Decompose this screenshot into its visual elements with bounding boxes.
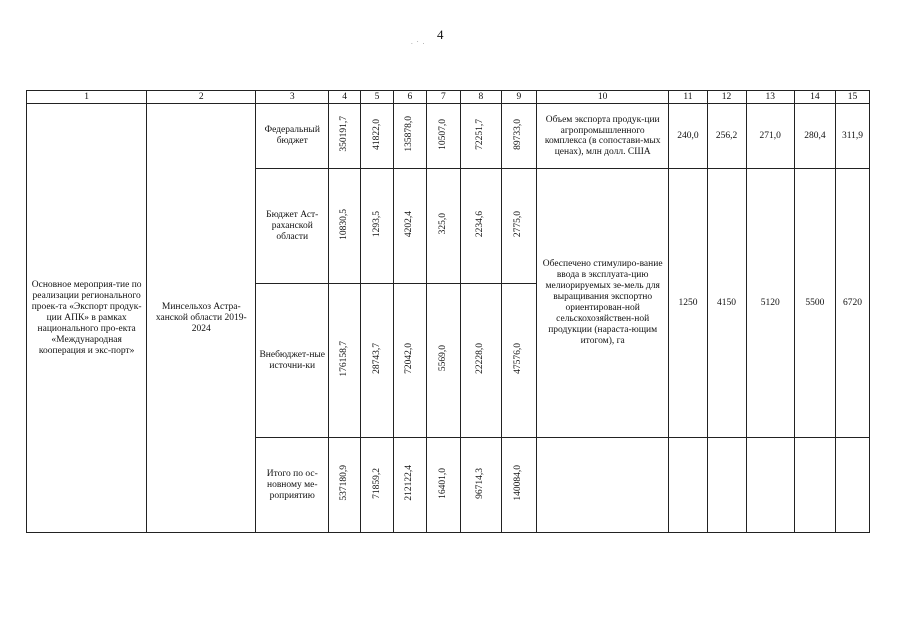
funding-source-cell: [256, 438, 329, 533]
funding-source: Итого по ос-новному ме-роприятию: [266, 468, 318, 501]
activity-cell: [27, 104, 147, 533]
indicator-value: 240,0: [669, 104, 707, 169]
indicator-value: 271,0: [746, 104, 794, 169]
table-row: [27, 104, 870, 169]
amount-cell: [460, 104, 501, 169]
indicator-text: Объем экспорта продук-ции агропромышленного комплекса (в сопостави-мых ценах), млн долл. США: [544, 115, 661, 157]
funding-source: Федеральный бюджет: [264, 125, 320, 146]
amount-cell: [460, 169, 501, 284]
funding-source-cell: [256, 284, 329, 438]
amount-value: 89733,0: [513, 118, 524, 150]
column-number-row: [27, 91, 870, 104]
amount-cell: [361, 438, 394, 533]
amount-cell: [393, 284, 426, 438]
column-number: 3: [256, 91, 329, 104]
amount-cell: [329, 284, 361, 438]
empty-cell: [794, 438, 835, 533]
amount-cell: [329, 104, 361, 169]
amount-cell: [501, 169, 536, 284]
column-number: 15: [835, 91, 869, 104]
page-number: 4: [437, 27, 444, 42]
amount-cell: [426, 104, 460, 169]
amount-value: 212122,4: [404, 465, 415, 501]
indicator-value: 4150: [707, 169, 746, 438]
amount-value: 28743,7: [371, 343, 382, 374]
executor-cell: [147, 104, 256, 533]
column-number: 6: [393, 91, 426, 104]
budget-table: [26, 90, 870, 533]
amount-cell: [393, 104, 426, 169]
amount-cell: [426, 169, 460, 284]
amount-value: 71859,2: [371, 467, 382, 499]
amount-value: 96714,3: [475, 467, 486, 499]
amount-value: 22228,0: [475, 343, 486, 374]
amount-cell: [501, 438, 536, 533]
amount-value: 5569,0: [437, 345, 448, 372]
amount-value: 2234,6: [475, 210, 486, 238]
column-number: 10: [536, 91, 669, 104]
column-number: 13: [746, 91, 794, 104]
indicator-value: 311,9: [835, 104, 869, 169]
column-number: 2: [147, 91, 256, 104]
amount-value: 135878,0: [404, 116, 415, 152]
indicator-cell: [536, 169, 669, 438]
column-number: 9: [501, 91, 536, 104]
amount-value: 176158,7: [339, 340, 350, 377]
column-number: 5: [361, 91, 394, 104]
column-number: 1: [27, 91, 147, 104]
amount-cell: [329, 438, 361, 533]
funding-source: Бюджет Аст-раханской области: [266, 209, 319, 242]
amount-cell: [426, 284, 460, 438]
indicator-value: 5500: [794, 169, 835, 438]
amount-value: 537180,9: [339, 465, 350, 501]
amount-cell: [361, 104, 394, 169]
amount-value: 10507,0: [437, 118, 448, 150]
amount-cell: [329, 169, 361, 284]
funding-source: Внебюджет-ные источни-ки: [259, 349, 326, 371]
amount-cell: [460, 284, 501, 438]
indicator-value: 6720: [835, 169, 869, 438]
indicator-value: 5120: [746, 169, 794, 438]
column-number: 14: [794, 91, 835, 104]
amount-value: 140084,0: [513, 465, 524, 501]
indicator-value: 1250: [669, 169, 707, 438]
amount-value: 1293,5: [371, 210, 382, 238]
amount-value: 47576,0: [513, 343, 524, 374]
amount-value: 10830,5: [339, 208, 350, 240]
amount-value: 4202,4: [404, 210, 415, 238]
amount-value: 72251,7: [475, 118, 486, 150]
funding-source-cell: [256, 169, 329, 284]
amount-value: 72042,0: [404, 343, 415, 374]
funding-source-cell: [256, 104, 329, 169]
empty-cell: [669, 438, 707, 533]
amount-cell: [501, 284, 536, 438]
indicator-text: Обеспечено стимулиро-вание ввода в эксплуата-цию мелиорируемых зе-мель для выращивания экспортно ориентирован-ной сельскохозяйствен-ной продукции (нараста-ющим итогом), га: [542, 259, 663, 346]
empty-cell: [536, 438, 669, 533]
amount-cell: [501, 104, 536, 169]
amount-cell: [361, 169, 394, 284]
indicator-cell: [536, 104, 669, 169]
amount-value: 41822,0: [371, 118, 382, 150]
amount-value: 325,0: [437, 213, 448, 235]
column-number: 11: [669, 91, 707, 104]
empty-cell: [707, 438, 746, 533]
activity-name: Основное мероприя-тие по реализации регионального проек-та «Экспорт продук-ции АПК» в рамках национального про-екта «Международная кооперация и экс-порт»: [31, 279, 142, 356]
amount-cell: [426, 438, 460, 533]
column-number: 4: [329, 91, 361, 104]
empty-cell: [746, 438, 794, 533]
amount-cell: [393, 438, 426, 533]
indicator-value: 280,4: [794, 104, 835, 169]
amount-value: 350191,7: [339, 116, 350, 152]
amount-cell: [460, 438, 501, 533]
column-number: 12: [707, 91, 746, 104]
column-number: 8: [460, 91, 501, 104]
scan-speck: . · .: [411, 38, 426, 46]
executor-name: Минсельхоз Астра-ханской области 2019-2024: [155, 301, 247, 334]
indicator-value: 256,2: [707, 104, 746, 169]
amount-value: 16401,0: [437, 467, 448, 499]
column-number: 7: [426, 91, 460, 104]
empty-cell: [835, 438, 869, 533]
amount-value: 2775,0: [513, 210, 524, 238]
amount-cell: [393, 169, 426, 284]
amount-cell: [361, 284, 394, 438]
